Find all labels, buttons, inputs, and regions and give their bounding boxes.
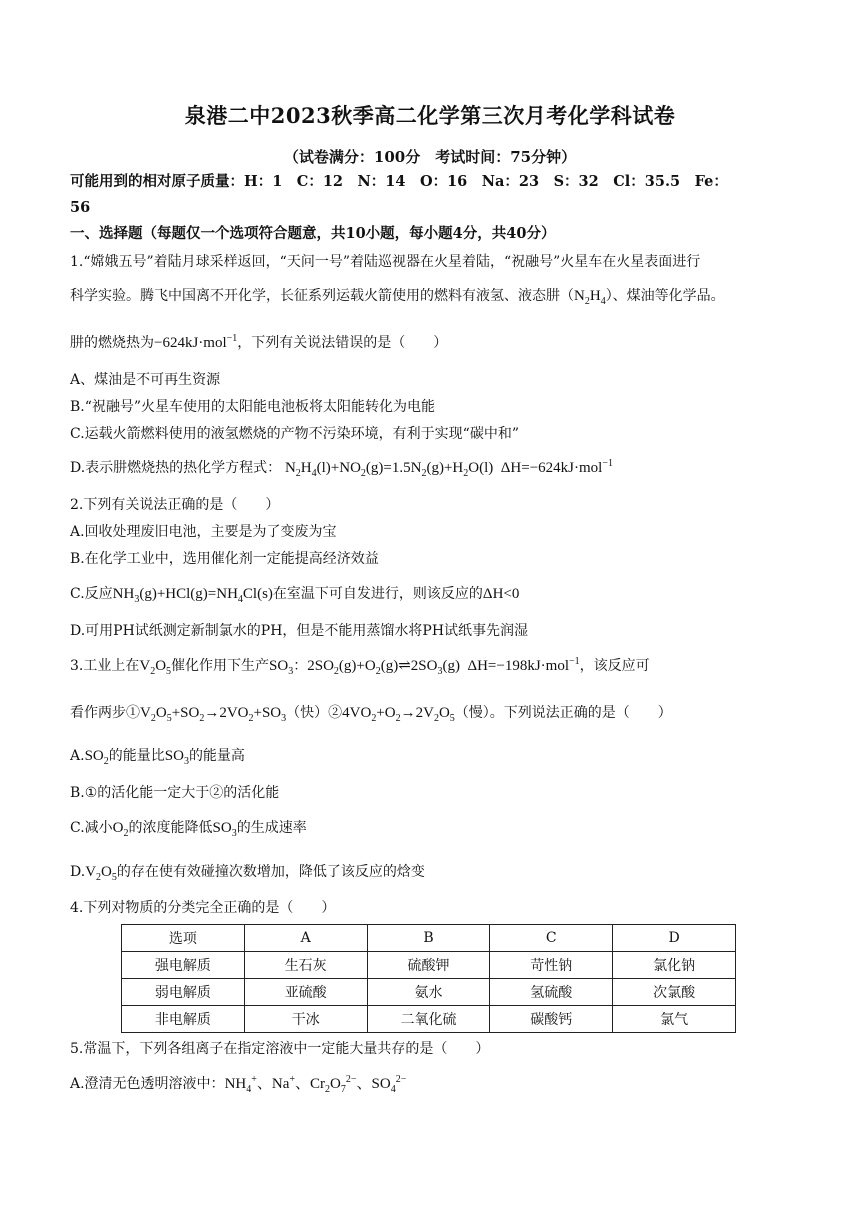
- q3-text: 3.工业上在: [70, 658, 140, 674]
- formula-so2: $SO_2$: [84, 748, 109, 767]
- q3-text: 的存在使有效碰撞次数增加，降低了该反应的焓变: [116, 864, 425, 880]
- formula-so3: $SO_3$: [269, 658, 294, 677]
- q1-text: ）、煤油等化学品。: [605, 288, 725, 304]
- table-row: [122, 952, 736, 979]
- table-cell: 氢硫酸: [490, 979, 613, 1006]
- table-cell: 氯气: [613, 1006, 736, 1033]
- section1-title: 一、选择题（每题仅一个选项符合题意，共10小题，每小题4分，共40分）: [70, 225, 556, 242]
- formula-o2: $O_2$: [112, 820, 129, 839]
- formula-so2-equilibrium: $2SO_2(g)+O_2(g)\rightleftharpoons 2SO_3(g)$ ΔH=−198kJ·mol$^{-1}$: [307, 656, 580, 677]
- q1-option-b: B.“祝融号”火星车使用的太阳能电池板将太阳能转化为电能: [70, 399, 436, 415]
- q1-stem-line3: [70, 333, 790, 353]
- formula-step1: $V_2O_5+SO_2\to 2VO_2+SO_3$: [140, 705, 287, 724]
- q3-stem-line2: [70, 703, 790, 723]
- formula-n2h4: $N_2H_4$: [574, 288, 606, 307]
- q3-text: 催化作用下生产: [171, 658, 270, 674]
- q3-option-b: B.①的活化能一定大于②的活化能: [70, 785, 280, 801]
- exam-title: 泉港二中2023秋季高二化学第三次月考化学科试卷: [184, 103, 676, 128]
- q1-stem-line2: [70, 286, 790, 306]
- atomic-masses-line2: 56: [70, 199, 91, 216]
- q2-option-d: D.可用PH试纸测定新制氯水的PH，但是不能用蒸馏水将PH试纸事先润湿: [70, 623, 529, 639]
- table-header-row: [122, 925, 736, 952]
- formula-heat: −624kJ·mol$^{-1}$: [154, 333, 238, 351]
- q1-text: D.表示肼燃烧热的热化学方程式：: [70, 460, 282, 476]
- q5-stem: 5.常温下，下列各组离子在指定溶液中一定能大量共存的是（ ）: [70, 1041, 490, 1057]
- q3-text: A.: [70, 748, 85, 764]
- q1-text: 肼的燃烧热为: [70, 335, 154, 351]
- q3-option-d: [70, 862, 790, 882]
- q3-text: 的能量比: [108, 748, 165, 764]
- formula-step2: $4VO_2+O_2\to 2V_2O_5$: [342, 705, 455, 724]
- q2-text: 在室温下可自发进行，则该反应的: [272, 586, 483, 602]
- q3-text: 看作两步①: [70, 705, 140, 721]
- q3-option-c: [70, 818, 790, 838]
- exam-subtitle: （试卷满分：100分 考试时间：75分钟）: [283, 148, 577, 166]
- formula-thermo-equation: $N_2H_4(l)+NO_2(g)=1.5N_2(g)+H_2O(l)$ ΔH=−624kJ·mol$^{-1}$: [281, 458, 613, 479]
- table-header-cell: B: [367, 925, 490, 952]
- q3-text: 的浓度能降低: [128, 820, 213, 836]
- q1-stem-line1: 1.“嫦娥五号”着陆月球采样返回，“天问一号”着陆巡视器在火星着陆，“祝融号”火星车在火星表面进行: [70, 254, 701, 270]
- table-cell: 非电解质: [122, 1006, 245, 1033]
- table-cell: 强电解质: [122, 952, 245, 979]
- q1-option-d: [70, 458, 790, 478]
- q5-text: A.澄清无色透明溶液中：: [70, 1076, 225, 1092]
- formula-so3: $SO_3$: [164, 748, 189, 767]
- q3-option-a: [70, 746, 790, 766]
- q3-text: ：: [293, 658, 308, 674]
- formula-so3: $SO_3$: [212, 820, 237, 839]
- q1-text: ，下列有关说法错误的是（ ）: [237, 335, 448, 351]
- formula-dh-negative: ΔH<0: [482, 586, 520, 602]
- table-row: [122, 1006, 736, 1033]
- table-header-cell: A: [244, 925, 367, 952]
- table-cell: 弱电解质: [122, 979, 245, 1006]
- table-cell: 生石灰: [244, 952, 367, 979]
- table-cell: 亚硫酸: [244, 979, 367, 1006]
- formula-v2o5: $V_2O_5$: [139, 658, 172, 677]
- table-cell: 干冰: [244, 1006, 367, 1033]
- q5-option-a: [70, 1074, 790, 1094]
- q4-stem: 4.下列对物质的分类完全正确的是（ ）: [70, 900, 336, 916]
- q2-option-b: B.在化学工业中，选用催化剂一定能提高经济效益: [70, 551, 379, 567]
- table-cell: 硫酸钾: [367, 952, 490, 979]
- q3-text: 的能量高: [188, 748, 245, 764]
- table-header-cell: D: [613, 925, 736, 952]
- q3-text: D.: [70, 864, 86, 880]
- formula-v2o5: $V_2O_5$: [85, 864, 117, 883]
- q3-text: 的生成速率: [236, 820, 307, 836]
- formula-nh3-hcl: $NH_3(g)+HCl(g)=NH_4Cl(s)$: [112, 586, 273, 605]
- q3-text: C.减小: [70, 820, 113, 836]
- q1-option-a: A、煤油是不可再生资源: [70, 372, 221, 388]
- q3-text: （慢）。下列说法正确的是（ ）: [454, 705, 672, 721]
- q2-option-a: A.回收处理废旧电池，主要是为了变废为宝: [70, 524, 337, 540]
- atomic-masses-line1: 可能用到的相对原子质量：H：1 C：12 N：14 O：16 Na：23 S：32 Cl：35.5 Fe：: [70, 173, 728, 190]
- table-header-cell: 选项: [122, 925, 245, 952]
- q2-text: C.反应: [70, 586, 113, 602]
- table-cell: 苛性钠: [490, 952, 613, 979]
- q2-option-c: [70, 584, 790, 604]
- table-header-cell: C: [490, 925, 613, 952]
- q3-text: ，该反应可: [579, 658, 650, 674]
- table-cell: 氨水: [367, 979, 490, 1006]
- table-cell: 碳酸钙: [490, 1006, 613, 1033]
- table-cell: 次氯酸: [613, 979, 736, 1006]
- q3-text: （快）②: [286, 705, 343, 721]
- q1-text: 科学实验。腾飞中国离不开化学，长征系列运载火箭使用的燃料有液氢、液态肼（: [70, 288, 574, 304]
- table-cell: 二氧化硫: [367, 1006, 490, 1033]
- table-row: [122, 979, 736, 1006]
- q2-stem: 2.下列有关说法正确的是（ ）: [70, 497, 280, 513]
- table-cell: 氯化钠: [613, 952, 736, 979]
- classification-table: [121, 924, 736, 1033]
- q3-stem-line1: [70, 656, 790, 676]
- formula-ions: $NH_4^+$、Na+、$Cr_2O_7^{2-}$、$SO_4^{2-}$: [224, 1074, 407, 1095]
- q1-option-c: C.运载火箭燃料使用的液氢燃烧的产物不污染环境，有利于实现“碳中和”: [70, 426, 519, 442]
